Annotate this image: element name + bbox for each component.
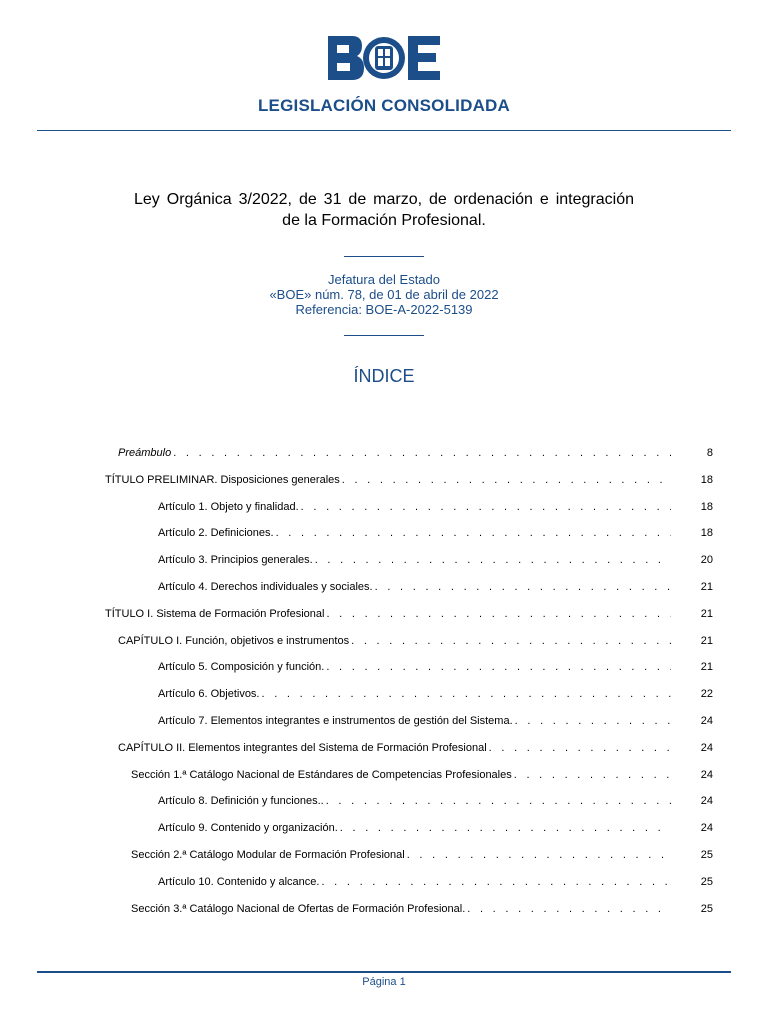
toc-entry-label: TÍTULO I. Sistema de Formación Profesional (105, 607, 325, 620)
toc-leader-dots (262, 686, 672, 702)
toc-entry-label: Sección 1.ª Catálogo Nacional de Estándares de Competencias Profesionales (131, 768, 512, 781)
toc-leader-dots (326, 659, 671, 675)
footer-divider (37, 971, 731, 973)
toc-entry[interactable] (0, 579, 768, 595)
toc-entry-label: Artículo 6. Objetivos. (158, 688, 260, 701)
toc-entry-page: 25 (700, 849, 713, 861)
header-title: LEGISLACIÓN CONSOLIDADA (257, 96, 511, 115)
toc-leader-dots (326, 793, 671, 809)
toc-entry-label: Preámbulo (118, 447, 172, 459)
toc-entry-page: 21 (700, 661, 713, 674)
toc-entry[interactable] (0, 552, 768, 568)
toc-entry[interactable] (0, 713, 768, 729)
toc-entry[interactable] (0, 901, 768, 917)
toc-entry-label: Artículo 8. Definición y funciones.. (158, 795, 324, 808)
toc-leader-dots (375, 579, 671, 595)
toc-entry-label: Artículo 3. Principios generales. (158, 554, 313, 567)
toc-entry[interactable] (0, 606, 768, 622)
toc-entry-label: Sección 2.ª Catálogo Modular de Formación Profesional (131, 849, 405, 861)
toc-entry-page: 18 (700, 473, 713, 486)
toc-entry[interactable] (0, 874, 768, 890)
toc-entry[interactable] (0, 740, 768, 756)
toc-entry-page: 21 (700, 634, 713, 647)
meta-divider-top (344, 256, 424, 257)
toc-entry[interactable] (0, 793, 768, 809)
toc-entry-page: 24 (700, 741, 713, 754)
toc-entry-label: TÍTULO PRELIMINAR. Disposiciones generales (105, 473, 340, 486)
toc-entry-page: 24 (700, 822, 713, 835)
document-title-line2: de la Formación Profesional. (282, 212, 486, 229)
toc-leader-dots (489, 740, 671, 756)
toc-entry-page: 8 (706, 447, 713, 459)
toc-entry[interactable] (0, 847, 768, 863)
toc-entry-label: Artículo 9. Contenido y organización. (158, 822, 338, 835)
toc-entry-label: Artículo 2. Definiciones. (158, 527, 274, 540)
toc-entry[interactable] (0, 445, 768, 461)
header-divider (37, 130, 731, 131)
toc-entry[interactable] (0, 472, 768, 488)
toc-entry-page: 24 (700, 795, 713, 808)
index-title: ÍNDICE (353, 366, 415, 386)
toc-entry-page: 22 (700, 688, 713, 701)
issuer-text: Jefatura del Estado (327, 272, 441, 287)
toc-leader-dots (515, 713, 671, 729)
publication-text: «BOE» núm. 78, de 01 de abril de 2022 (269, 287, 499, 302)
toc-entry-page: 20 (700, 554, 713, 567)
toc-entry-label: CAPÍTULO II. Elementos integrantes del Sistema de Formación Profesional (118, 741, 487, 754)
toc-leader-dots (407, 847, 671, 863)
toc-leader-dots (276, 525, 671, 541)
toc-entry[interactable] (0, 499, 768, 515)
toc-leader-dots (173, 445, 671, 461)
toc-entry-page: 25 (700, 875, 713, 888)
toc-entry[interactable] (0, 659, 768, 675)
toc-entry-page: 24 (700, 715, 713, 727)
toc-leader-dots (342, 472, 671, 488)
toc-leader-dots (467, 901, 671, 917)
toc-entry[interactable] (0, 686, 768, 702)
toc-entry-label: CAPÍTULO I. Función, objetivos e instrumentos (118, 634, 350, 647)
toc-leader-dots (326, 606, 671, 622)
toc-entry[interactable] (0, 525, 768, 541)
reference-text: Referencia: BOE-A-2022-5139 (295, 302, 473, 317)
toc-entry-label: Artículo 10. Contenido y alcance. (158, 875, 320, 888)
toc-leader-dots (351, 633, 671, 649)
toc-entry[interactable] (0, 633, 768, 649)
toc-entry-page: 18 (700, 500, 713, 513)
page-number: Página 1 (362, 976, 406, 988)
meta-divider-bottom (344, 335, 424, 336)
toc-entry-page: 24 (700, 768, 713, 781)
toc-entry[interactable] (0, 767, 768, 783)
toc-entry-label: Artículo 1. Objeto y finalidad. (158, 500, 299, 513)
toc-entry-label: Artículo 7. Elementos integrantes e instrumentos de gestión del Sistema. (158, 715, 513, 727)
toc-entry-page: 21 (700, 581, 713, 593)
document-title (134, 189, 634, 231)
toc-entry-page: 21 (700, 607, 713, 620)
document-metadata (0, 272, 768, 317)
toc-entry-page: 25 (700, 902, 713, 915)
toc-leader-dots (315, 552, 671, 568)
toc-leader-dots (321, 874, 671, 890)
document-title-line1: Ley Orgánica 3/2022, de 31 de marzo, de ordenación e integración (134, 191, 634, 208)
toc-entry-page: 18 (700, 527, 713, 540)
toc-leader-dots (301, 499, 671, 515)
toc-entry-label: Artículo 4. Derechos individuales y sociales. (158, 581, 373, 593)
toc-entry-label: Artículo 5. Composición y función. (158, 661, 325, 674)
boe-logo-icon (328, 36, 440, 80)
toc-leader-dots (514, 767, 671, 783)
toc-entry-label: Sección 3.ª Catálogo Nacional de Ofertas de Formación Profesional. (131, 902, 466, 915)
toc-leader-dots (340, 820, 671, 836)
toc-entry[interactable] (0, 820, 768, 836)
